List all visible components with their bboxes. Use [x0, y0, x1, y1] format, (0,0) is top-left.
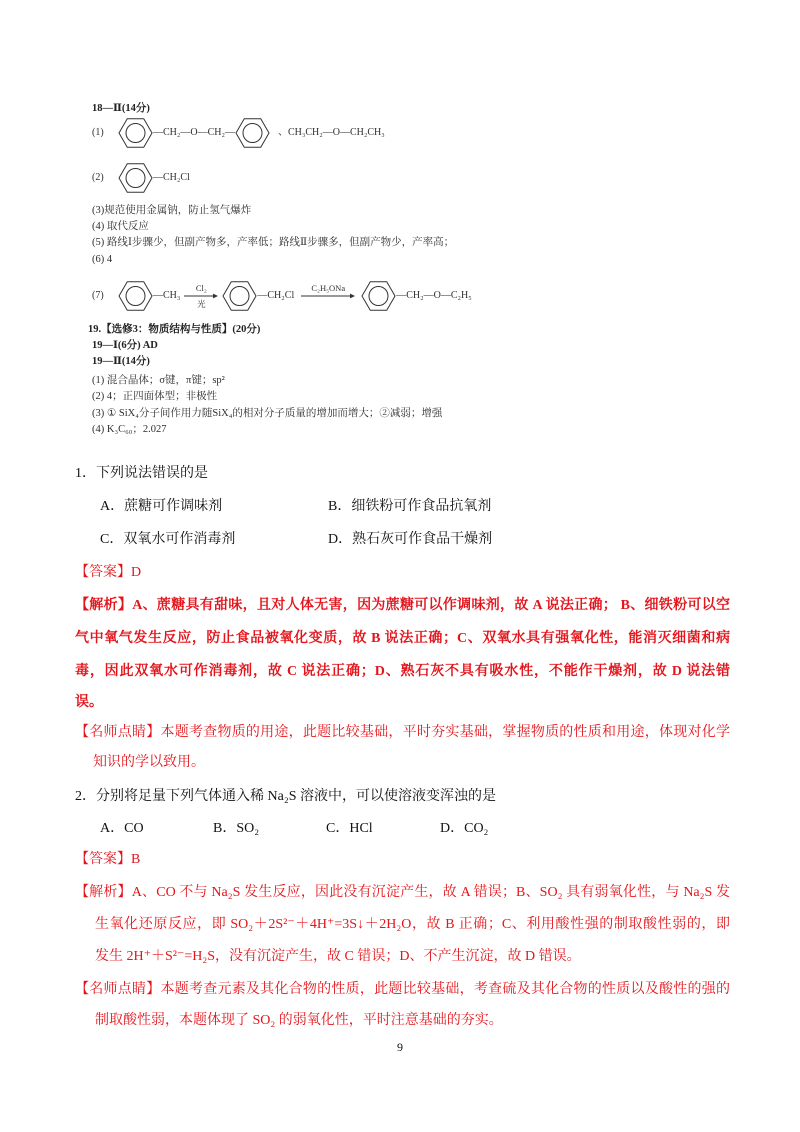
- diethyl-ether-formula: 、CH₃CH₂—O—CH₂CH₃: [277, 127, 385, 138]
- item-label: (7): [92, 290, 104, 301]
- benzene-ring: [222, 279, 257, 313]
- page-number: 9: [397, 1040, 403, 1054]
- question-1-tip-line: 【名师点睛】本题考查物质的用途，此题比较基础，平时夯实基础，掌握物质的性质和用途，体现对化学: [75, 725, 730, 740]
- question-1-analysis-line: 误。: [75, 695, 103, 710]
- question-1-option-a: A．蔗糖可作调味剂: [100, 499, 223, 514]
- answer-19-ii-3: (3) ① SiX₄分子间作用力随SiX₄的相对分子质量的增加而增大；②减弱；增强: [92, 408, 443, 419]
- reagent-label: Cl₂: [195, 283, 207, 293]
- answer-18-ii-1: [92, 116, 385, 150]
- question-2-option-c: C．HCl: [326, 821, 373, 836]
- answer-18-ii-5: (5) 路线Ⅰ步骤少，但副产物多，产率低；路线Ⅱ步骤多，但副产物少，产率高；: [92, 237, 455, 248]
- chloromethyl-group: —CH₂Cl: [153, 172, 190, 183]
- arrow-right-icon: [300, 293, 356, 299]
- question-1-option-d: D．熟石灰可作食品干燥剂: [328, 532, 493, 547]
- benzene-ring: [118, 116, 153, 150]
- ethoxymethyl-group: —CH₂—O—C₂H₅: [396, 290, 472, 301]
- answer-19-ii-2: (2) 4；正四面体型；非极性: [92, 391, 218, 402]
- question-2-analysis-line: 发生 2H⁺＋S²⁻=H₂S，没有沉淀产生，故 C 错误；D、不产生沉淀，故 D 错误。: [95, 949, 581, 964]
- question-2-stem: 2．分别将足量下列气体通入稀 Na₂S 溶液中，可以使溶液变浑浊的是: [75, 789, 496, 804]
- question-2-option-d: D．CO₂: [440, 821, 489, 836]
- reagent-label: C₂H₅ONa: [311, 283, 346, 293]
- condition-label: 光: [197, 299, 206, 309]
- answer-18-ii-2: [92, 161, 190, 195]
- answer-19-ii-1: (1) 混合晶体；σ键，π键；sp²: [92, 375, 225, 386]
- question-1-analysis-line: 【解析】A、蔗糖具有甜味，且对人体无害，因为蔗糖可以作调味剂，故 A 说法正确； B、细铁粉可以空: [75, 598, 730, 613]
- section-19-heading: 19.【选修3：物质结构与性质】(20分): [88, 324, 261, 335]
- question-1-option-b: B．细铁粉可作食品抗氧剂: [328, 499, 492, 514]
- question-2-tip-line: 【名师点睛】本题考查元素及其化合物的性质，此题比较基础，考查硫及其化合物的性质以及酸性的强的: [75, 982, 730, 997]
- answer-18-ii-4: (4) 取代反应: [92, 221, 149, 232]
- question-2-option-b: B．SO₂: [213, 821, 260, 836]
- answer-18-ii-3: (3)规范使用金属钠，防止氢气爆炸: [92, 205, 252, 216]
- question-1-option-c: C．双氧水可作消毒剂: [100, 532, 236, 547]
- question-1-analysis-line: 气中氧气发生反应，防止食品被氧化变质，故 B 说法正确；C、双氧水具有强氧化性，能消灭细菌和病: [75, 631, 730, 646]
- answer-19-ii-4: (4) K₃C₆₀；2.027: [92, 424, 167, 435]
- section-19-i-answer: 19—Ⅰ(6分) AD: [92, 340, 158, 351]
- item-label: (2): [92, 172, 104, 183]
- section-19-ii-heading: 19—Ⅱ(14分): [92, 356, 150, 367]
- answer-18-ii-7-synthesis: [92, 279, 472, 313]
- reaction-arrow-1: [183, 283, 219, 309]
- benzene-ring: [361, 279, 396, 313]
- methyl-group: —CH₃: [153, 290, 181, 301]
- item-label: (1): [92, 127, 104, 138]
- benzene-ring: [118, 279, 153, 313]
- question-1-answer: 【答案】D: [75, 565, 142, 580]
- question-2-analysis-line: 生氧化还原反应，即 SO₂＋2S²⁻＋4H⁺=3S↓＋2H₂O，故 B 正确；C、利用酸性强的制取酸性弱的，即: [95, 917, 730, 932]
- question-2-analysis-line: 【解析】A、CO 不与 Na₂S 发生反应，因此没有沉淀产生，故 A 错误；B、SO₂ 具有弱氧化性，与 Na₂S 发: [75, 885, 730, 900]
- answer-18-ii-6: (6) 4: [92, 254, 113, 265]
- benzene-ring: [118, 161, 153, 195]
- question-1-tip-line: 知识的学以致用。: [93, 755, 205, 770]
- benzene-ring: [235, 116, 270, 150]
- section-18-ii-heading: 18—Ⅱ(14分): [92, 103, 150, 114]
- question-1-stem: 1．下列说法错误的是: [75, 466, 208, 481]
- question-1-analysis-line: 毒，因此双氧水可作消毒剂，故 C 说法正确；D、熟石灰不具有吸水性，不能作干燥剂，故 D 说法错: [75, 664, 730, 679]
- ether-bridge-group: —CH₂—O—CH₂—: [153, 127, 235, 138]
- reaction-arrow-2: [300, 283, 356, 309]
- question-2-option-a: A．CO: [100, 821, 144, 836]
- question-2-tip-line: 制取酸性弱，本题体现了 SO₂ 的弱氧化性，平时注意基础的夯实。: [95, 1013, 503, 1028]
- chloromethyl-group: —CH₂Cl: [257, 290, 295, 301]
- question-2-answer: 【答案】B: [75, 852, 141, 867]
